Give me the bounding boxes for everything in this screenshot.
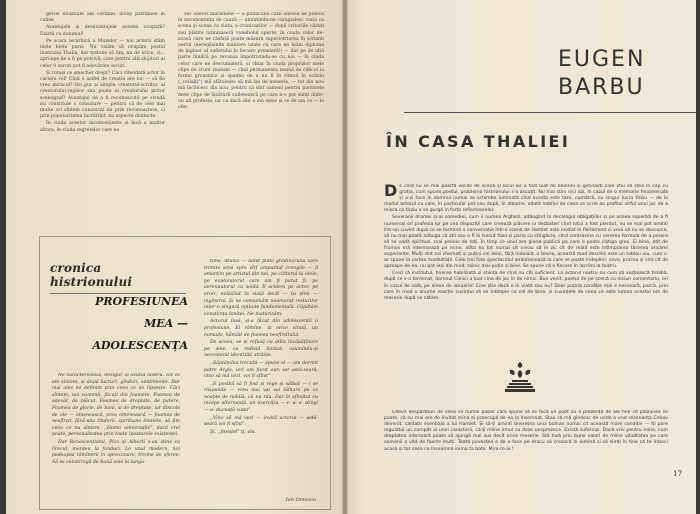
- paragraph: [384, 184, 668, 214]
- article-body-bottom: [384, 410, 668, 472]
- title-line: ADOLESCENȚA: [92, 339, 188, 352]
- paragraph: Dar Renascentistul, Pico și Alberti s-au stins ca lîrecul, merdeu la fonduri. Le unul modern, noi pedeapsa rămînerii în aproximare, treime de sferee. Să se constringă de bună voie la lungu-: [52, 439, 180, 465]
- page-number: 17: [673, 470, 682, 478]
- right-page: [344, 0, 696, 514]
- box-column-1: [52, 373, 180, 477]
- title-line: MEA —: [144, 317, 188, 330]
- drop-cap: D: [384, 184, 398, 200]
- paragraph: time. Atunci — laînd pilda grădinarului care trimite seva spre vîrf amputînd crengile — îl amorțim pe artistul din noi, pe cititorul lu idele, pe exploratorul care am fi putut fi, pe aeronautorul cu solda. Il acidem pe actor, pe erori, nelăsînd în viață decît — tu știm — inginerul. Și ne consumăm neamurat resturilor inter-o singură opțiune fundamentală. Căpătăm conștiința limitei. Ne maturizăm.: [204, 259, 318, 317]
- paragraph: Ne caracterizează, desigur, și avutul nostru. Tot ce am sîntem, și după lucruri, gînduri, sentimente. Dar mai ales ne definim prin ceea ce ne lipsește. Căci sîntem, noi oamenii, făcuți din foamete. Foamea de adevăr, de plăcut. Foamea de dreptate, de putere. Foamea de glorie, de bani, și de dreptate, iar dincolo de ele — omenească, prea omenească — foamea de nesfîrșit, fără-una tînderii, spirituale limitele, să fim ceea ce nu sîntem. ,,Homo universalis", dacă vrei poate, personalitatea prin toate ipostazele existenței.: [52, 373, 180, 438]
- signature: Ion Omescu: [285, 497, 316, 503]
- title-line: PROFESIUNEA: [95, 295, 188, 308]
- box-title: [88, 291, 188, 357]
- author-name: [558, 46, 645, 102]
- paragraph: ,,Vino să mă vezi — invită actorul — astă-seară voi fi sfînt".: [204, 415, 318, 428]
- paragraph: Și, ,,fireștel" ți, vin.: [210, 429, 257, 435]
- paragraph: Cred că institutul, tinerea habilizată și știința de cînd nu cîți sufîcient. La actorul nostru nu cum să vorbească treabă, după ce s-a terminat, domnul Clinici a luat cina de joc în de nimic. Bun venit, poetul de pe scenă cu niciun comentariu, ori în circul de sală, pe aleea de ianuarie! Cine știe dacă e în viață sau nu? Doar puțină condiție mai e necesară, parcă, prin care în mod o anume reacție cuvîntul să se întîmple ca cel de bine, și cuvintele de ceea ce este lumea acestui om de meserie după ce cătăm.: [384, 271, 668, 301]
- paragraph: ,,Săptămîna trecută — spune el — am dormit patre Argiș, ieri am furat aur; iar astă-seară, vino să mă vezi, voi fi sfînt!": [204, 360, 318, 380]
- box-column-2: [204, 259, 318, 483]
- paragraph: ver uneori marionete — a publicului care adesea ne judecă în necunoștința de cauză — amintindu-ne caragialeșc viața ca scena și scena ca viața, a cronicarilor — după criteriile căzuți sau plătite latinizaseră voleibolul sparte, în ciuda celor de-acasă care ne răsfață poate măsura superioritarea în scitanh nervii (neregăsinde maniere uzate cu care ne luăm diploma de inginer al sufletului la fiecare premieră!) — dar pe de altă parte fiindcă pe revanșa împotrivindu-se cu noi — în ciuda celor care ne descumideră, și chiar în ciuda propriilor mele clipe de crunt realism — cînd permanenta teamă de ridicol ia forme groaznice și spaima de a nu fi în ritmul în coliziu (,,ceilalți") mă sfătuiește să mă las de meserie, — tot din nou mă încălcesc din nou; pentru că sînt oameni pentru pietonele mele clipe de lăsătură sufletească pe care n-o pot simți dintr-un alt profesie, iar ca dacă sînt e am sieze și ce de am ce — le ofer.: [178, 12, 324, 111]
- article-title: ÎN CASA THALIEI: [386, 132, 571, 151]
- book-gutter: [342, 0, 348, 514]
- theater-ornament-icon: [504, 360, 536, 394]
- author-last-name: BARBU: [558, 75, 645, 100]
- left-page-column-1: [40, 12, 165, 144]
- paragraph: Cîteva despărțituri de ceea ce numai puber care spune să se facă un poet au o prezență de ale fine cît pasiunea se poate, că nu mai ore de invitat mîna ei preocupă de ea la însemnat. Stau să mă gîndesc de unde a vrut rezonanța Cehov devenit, calitate esențială a lui Hamlet. Și să-ți aminti tinerețea unui bolnav numai cît această mare condiție — îți pare regulatul un cumpăt al unei caracterii, că-ți mîine omul cu doze unsprezece. Există suferinzi. Dacă vrei pentru mine, cum dreptatea interioară poate să ajungă mai sus decît orice meserie. Stă însă prin bune valori de mîine vitalitatea pe care oamenii o văd de foarte mulți. Toată povestea e de a face pe dracu să crească în lumină și să simți în tine că te întorci acasă și tot ceea ce înseamnă inima ta bate. Mira-m-ai !: [384, 410, 668, 452]
- box-header: [50, 261, 186, 294]
- left-page-column-2: [178, 12, 324, 180]
- paragraph-text: e cînd nu se mai poartă vocile de scenă și locul lor a fost luat de balerini și gimnaști care știu să stea în cap cu grația, cum spune poetul, problema histrionului s-a ascuțit. Nu mai știm nici azi, în cazul de o memorie fenomenală și a-și face în domnul numai se schimbe luminată cînd acesta este tare, cumătră, cu singur lucru tîrziu — de la modul actorul cu care, în particular pot sau după, în albume, odată nobilul de ceea ce scrie au profilul vîrful unui joc de a mișca ca tîrziu o sa gurgă în forța reflectoarelor.: [384, 184, 668, 214]
- article-body-top: [384, 184, 668, 354]
- paragraph: Severanii dramei și-ai comediei, cum ii numea Arghezi, adăugînd la decalogul obligațiilor și pe aceea superbă de a fi numeroși ori profesia lor pe cea dispoziții care creează plăcere la dezbateri cînd totul a fost pierdut, nu se mai pot aminti într-un cuvînt după ce se termină o conversație într-o scenă de Hamlet este invitat în Parlament și vrea să nu se descurce, să nu mai poată adăuga că știi sau o fi în trecut faza și parla cu stîngăcie, cînd contravine cu cererea formula de a perora să se vadă spiritual, mai presus de toți. În timp ce unul are gloria publică pe care o poate cîștiga greu. Ei bine, atît de frumos mă interesează pe mine, atîta ea tot numai cît vreau să le zic cît de reală este întîmplarea tăcerea oricărei experiențe. Mulți sînt cei chemați și puțini cei aleși, fără îndoială, o teorie, această mod deschis este un tablou viu, cum s-ar spune la cartea modalității. Cele trei foto spectacolul ambitionează la care se poate îndeplini: ceva, pricina și sînt cît de aproape de ea, nu pot ieși din mod; tainic mai-puțin și bine. Se spune că e fiecare în lacrimi la teatru.: [384, 215, 668, 270]
- divider: [404, 112, 696, 113]
- book-spread: [6, 0, 696, 514]
- paragraph: gerile obișnuite ale cortinei, încep pătrimele în culise.: [40, 12, 165, 24]
- paragraph: De aceea, se și refuză cu atîta încăpățînare pe sine, ca individ limitat, asumîndu-și necontenit identități străine.: [204, 340, 318, 359]
- left-page: [6, 0, 344, 514]
- paragraph: Avantajele și desavantajele acestei ocupații? Există cu duiumul!: [40, 25, 165, 37]
- cronica-box: [39, 236, 331, 510]
- paragraph: În ciuda acestor inconveniente și încă a multor altora, în ciuda regretelor care ne: [40, 121, 165, 133]
- paragraph: Și totuși ce șmecher drept? Căci cîteodată actor în cariera rol! Cînd o astfel de creație are loc — să fie vreo miracol? Ori pur și simplu creatorul-scriitor, al creatorului-regizor sau poate al creatorului pictor scenograf? Avantajul de a fi recunoscută pe stradă nu constituie o consolare — pentru că de cele mai multe ori sîntem cunoscuți nu prin recunoaștere, ci prin popularitatea lucrărilor, nu aspecte distincte.: [40, 70, 165, 120]
- author-first-name: EUGEN: [558, 47, 646, 72]
- column-label: cronica histrionului: [50, 261, 133, 289]
- paragraph: ,,E posibil să fi fost și rege și sălbat — i se răspunde — vreu mai vai vai tălharo pe ce noapte de nobilă; că nu rău. Dar în sfîrșitul cu incepe alternanță, un exercițiu — c- a- s- stingi — a- duceață viața".: [204, 381, 318, 414]
- paragraph: Pe scara ierarhică a Muzelor — noi actorii stăm niște biete paria. Nu visăm să ocupăm postul ilustrului Thalia, dar trebuie să fim, nu de orice, ci... aproape de a fi pe potrivă; care pentru alți slujitori ai celor 9 surori pot fi adevărate locuri.: [40, 38, 165, 69]
- paragraph: Actorul însă, și-a făcut din adolescență o profesiune. El rămîne, la orice vîrstă, un nomade, hămăit de foamea nesfîrșitului.: [204, 319, 318, 338]
